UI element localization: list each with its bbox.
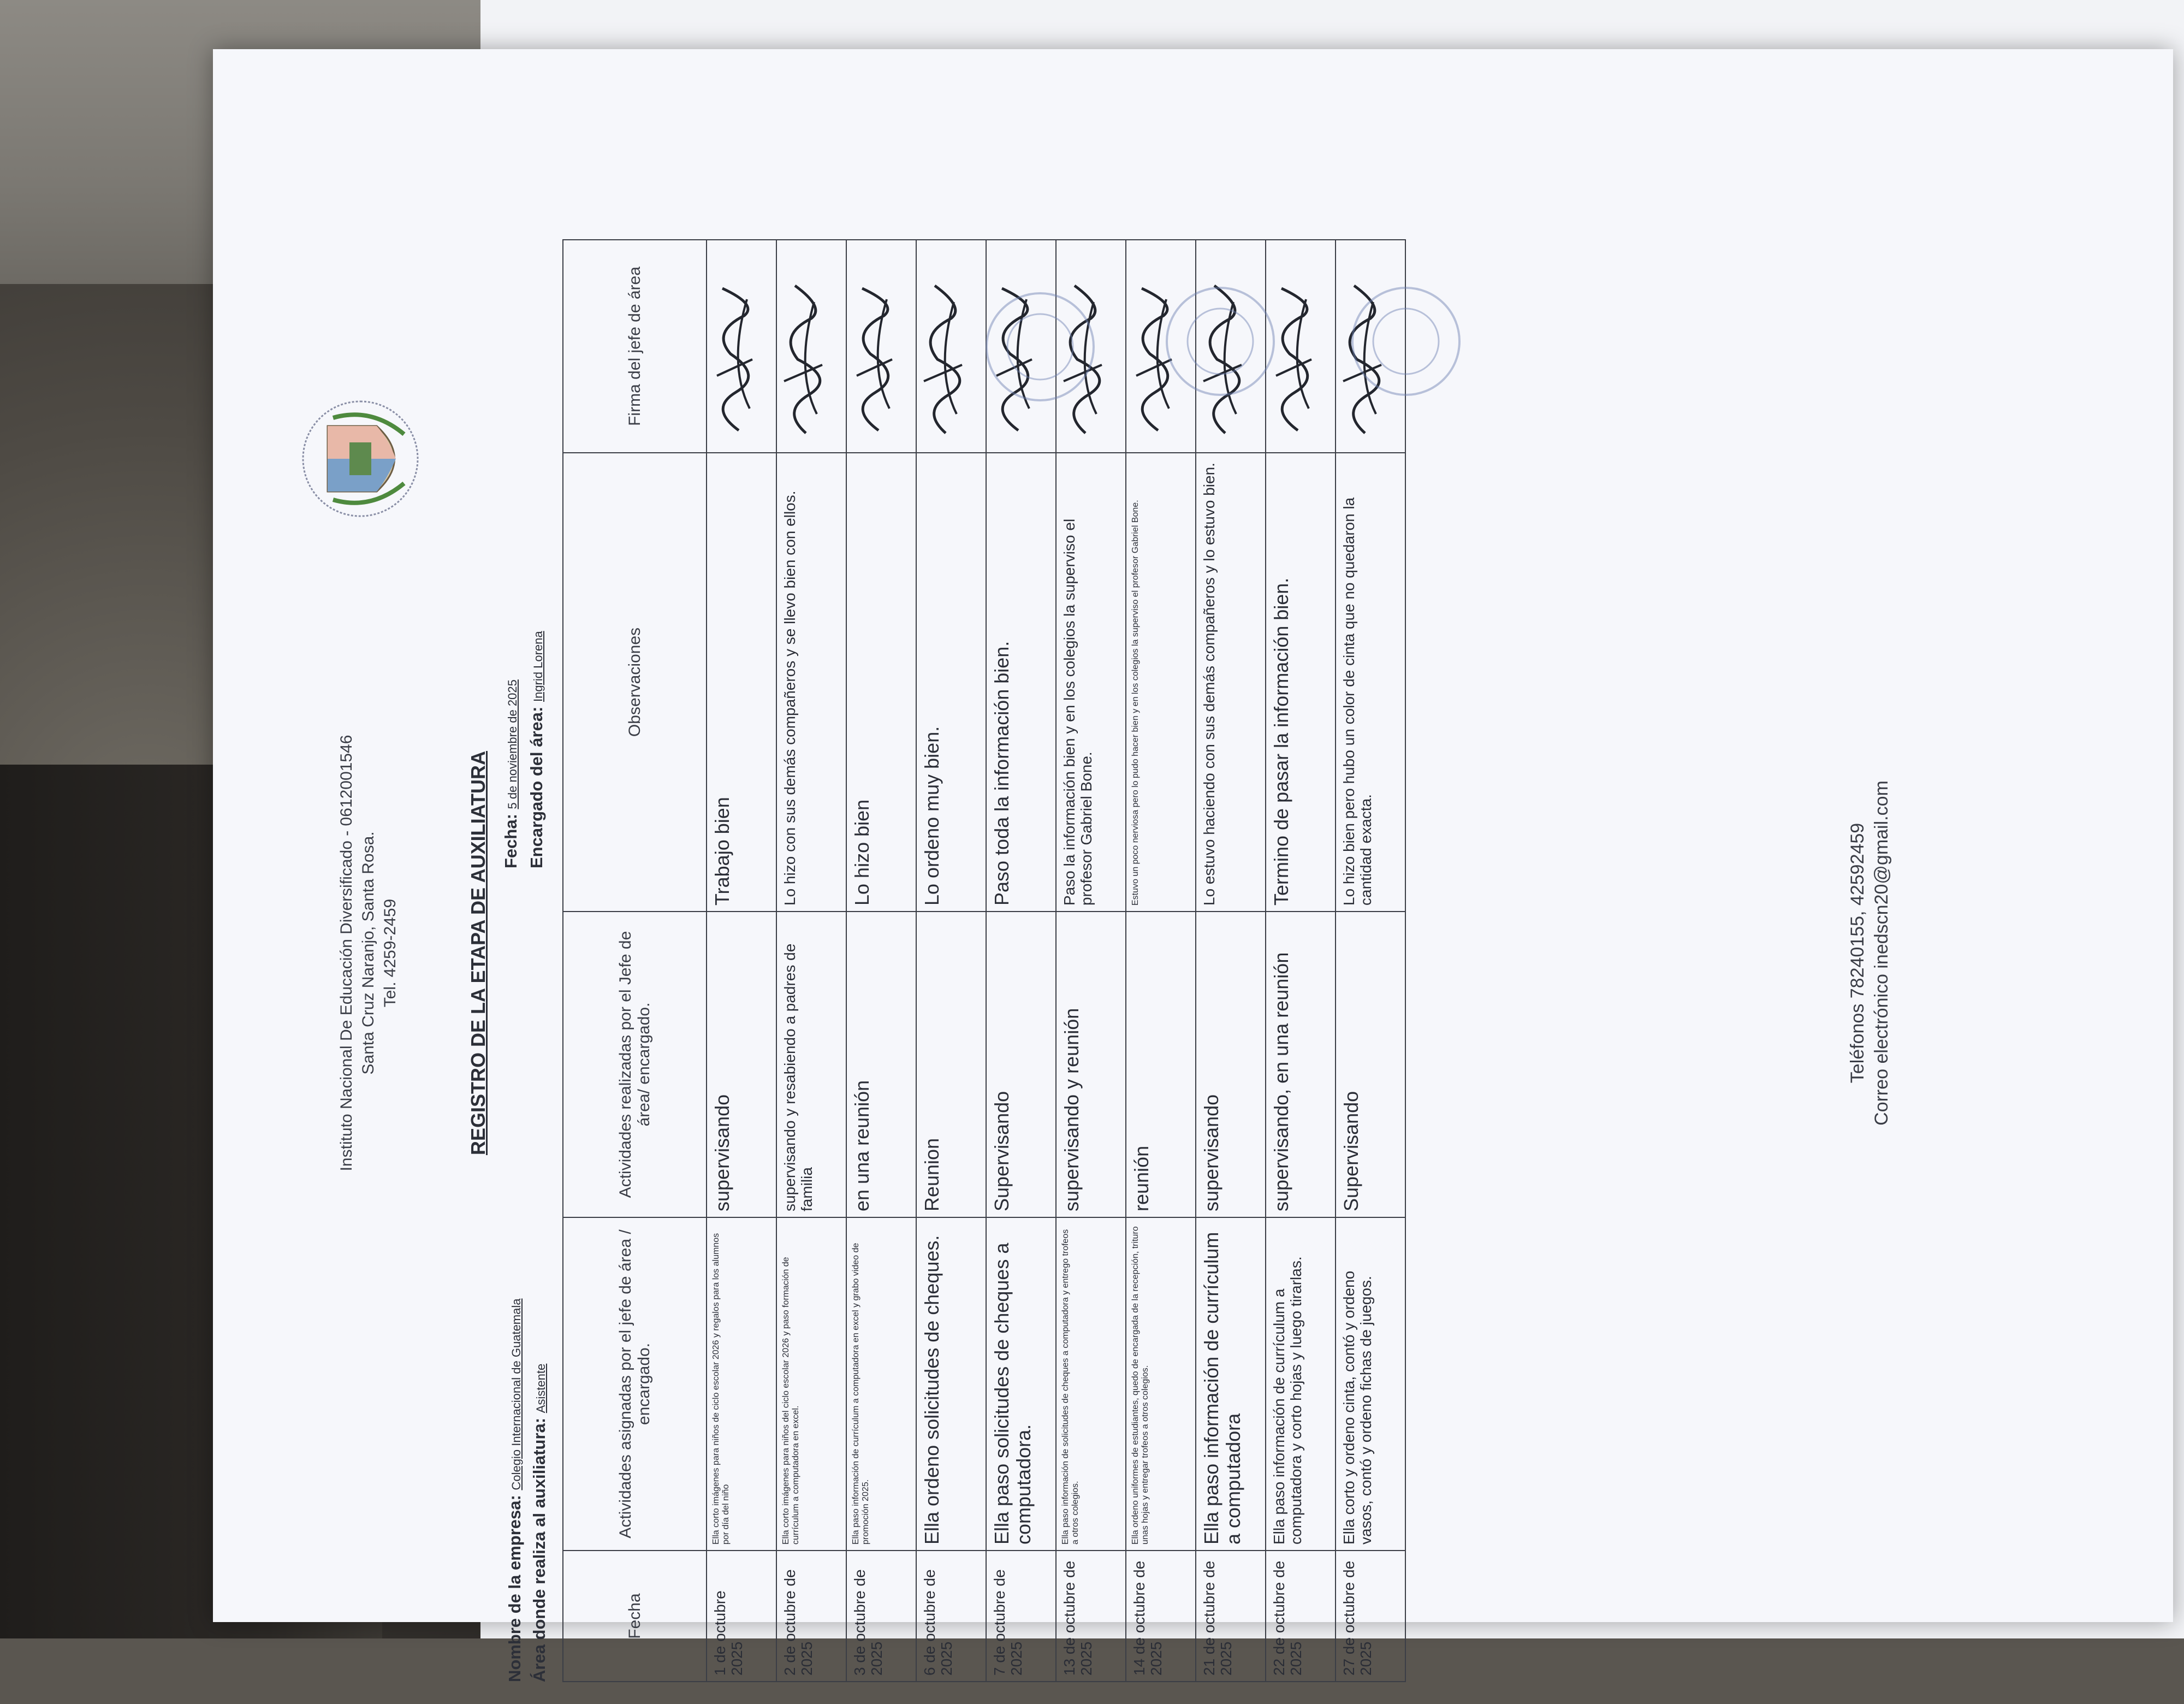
row-date: 27 de octubre de 2025	[1336, 1551, 1405, 1682]
table-header-row	[563, 240, 707, 1682]
row-observation: Lo estuvo haciendo con sus demás compañeros y lo estuvo bien.	[1196, 453, 1266, 912]
footer	[1845, 202, 1894, 1704]
table-row	[846, 240, 916, 1682]
row-observation: Trabajo bien	[707, 453, 776, 912]
row-date: 13 de octubre de 2025	[1056, 1551, 1126, 1682]
row-assigned: Ella corto imágenes para niños de ciclo escolar 2026 y regalos para los alumnos por día del niño	[707, 1217, 776, 1551]
row-done: supervisando, en una reunión	[1266, 912, 1336, 1217]
manager-value: Ingrid Lorena	[531, 631, 545, 702]
row-date: 3 de octubre de 2025	[846, 1551, 916, 1682]
area-line	[530, 1364, 549, 1682]
stamp-icon	[983, 289, 1097, 404]
stamp-icon	[1163, 284, 1278, 399]
row-assigned: Ella paso solicitudes de cheques a computadora.	[986, 1217, 1056, 1551]
row-date: 21 de octubre de 2025	[1196, 1551, 1266, 1682]
row-observation: Lo hizo con sus demás compañeros y se llevo bien con ellos.	[776, 453, 846, 912]
area-value: Asistente	[534, 1363, 548, 1413]
table-row	[916, 240, 986, 1682]
institution-header	[336, 202, 401, 1704]
row-date: 2 de octubre de 2025	[776, 1551, 846, 1682]
footer-phones: Teléfonos 78240155, 42592459	[1847, 823, 1868, 1084]
area-label: Área donde realiza al auxiliatura:	[530, 1417, 549, 1682]
row-signature	[707, 240, 776, 453]
table-row	[1266, 240, 1336, 1682]
row-observation: Paso toda la información bien.	[986, 453, 1056, 912]
table-row	[1196, 240, 1266, 1682]
date-value: 5 de noviembre de 2025	[506, 679, 519, 809]
row-signature	[776, 240, 846, 453]
institution-name: Instituto Nacional De Educación Diversificado - 0612001546	[337, 735, 355, 1172]
row-assigned: Ella paso información de currículum a computadora	[1196, 1217, 1266, 1551]
row-done: supervisando	[707, 912, 776, 1217]
row-signature	[916, 240, 986, 453]
stamp-icon	[1349, 284, 1463, 399]
row-assigned: Ella paso información de currículum a computadora en excel y grabo video de promoción 2025.	[846, 1217, 916, 1551]
row-done: supervisando	[1196, 912, 1266, 1217]
row-assigned: Ella paso información de currículum a computadora y corto hojas y luego tirarlas.	[1266, 1217, 1336, 1551]
row-date: 6 de octubre de 2025	[916, 1551, 986, 1682]
col-header-signature: Firma del jefe de área	[563, 240, 707, 453]
signature-icon	[706, 277, 761, 441]
row-assigned: Ella ordeno uniformes de estudiantes, quedo de encargada de la recepción, trituro unas hojas y entregar trofeos a otros colegios.	[1126, 1217, 1196, 1551]
row-done: Supervisando	[1336, 912, 1405, 1217]
date-label: Fecha:	[501, 814, 520, 868]
document-title: REGISTRO DE LA ETAPA DE AUXILIATURA	[467, 751, 489, 1156]
row-done: reunión	[1126, 912, 1196, 1217]
row-done: supervisando y reunión	[1056, 912, 1126, 1217]
institution-address: Santa Cruz Naranjo, Santa Rosa.	[359, 831, 377, 1075]
row-assigned: Ella corto imágenes para niños del ciclo escolar 2026 y paso formación de currículum a computadora en excel.	[776, 1217, 846, 1551]
row-observation: Lo ordeno muy bien.	[916, 453, 986, 912]
signature-icon	[776, 277, 830, 441]
table-row	[1126, 240, 1196, 1682]
signature-icon	[916, 277, 970, 441]
row-observation: Paso la información bien y en los colegios la superviso el profesor Gabriel Bone.	[1056, 453, 1126, 912]
table-row	[776, 240, 846, 1682]
row-observation: Termino de pasar la información bien.	[1266, 453, 1336, 912]
activity-table	[562, 239, 1406, 1682]
col-header-observations: Observaciones	[563, 453, 707, 912]
table-row	[1056, 240, 1126, 1682]
row-observation: Lo hizo bien pero hubo un color de cinta que no quedaron la cantidad exacta.	[1336, 453, 1405, 912]
manager-line	[527, 631, 547, 868]
row-done: Supervisando	[986, 912, 1056, 1217]
row-assigned: Ella ordeno solicitudes de cheques.	[916, 1217, 986, 1551]
company-label: Nombre de la empresa:	[505, 1495, 524, 1682]
row-signature	[846, 240, 916, 453]
row-done: supervisando y resabiendo a padres de familia	[776, 912, 846, 1217]
row-observation: Lo hizo bien	[846, 453, 916, 912]
row-date: 1 de octubre 2025	[707, 1551, 776, 1682]
footer-email: Correo electrónico inedscn20@gmail.com	[1871, 780, 1892, 1126]
row-done: Reunion	[916, 912, 986, 1217]
row-assigned: Ella paso información de solicitudes de cheques a computadora y entrego trofeos a otros colegios.	[1056, 1217, 1126, 1551]
institution-phone: Tel. 4259-2459	[381, 898, 399, 1008]
row-date: 7 de octubre de 2025	[986, 1551, 1056, 1682]
col-header-date: Fecha	[563, 1551, 707, 1682]
row-date: 22 de octubre de 2025	[1266, 1551, 1336, 1682]
row-assigned: Ella corto y ordeno cinta, contó y ordeno vasos, contó y ordeno fichas de juegos.	[1336, 1217, 1405, 1551]
manager-label: Encargado del área:	[527, 706, 546, 868]
row-done: en una reunión	[846, 912, 916, 1217]
date-line	[501, 679, 521, 868]
company-line	[505, 1299, 525, 1683]
rotated-document	[273, 202, 2184, 1704]
col-header-done: Actividades realizadas por el Jefe de área/ encargado.	[563, 912, 707, 1217]
table-row	[986, 240, 1056, 1682]
row-date: 14 de octubre de 2025	[1126, 1551, 1196, 1682]
col-header-assigned: Actividades asignadas por el jefe de área / encargado.	[563, 1217, 707, 1551]
table-row	[1336, 240, 1405, 1682]
company-value: Colegio Internacional de Guatemala	[509, 1298, 523, 1490]
table-row	[707, 240, 776, 1682]
row-observation: Estuvo un poco nerviosa pero lo pudo hacer bien y en los colegios la superviso el profesor Gabriel Bone.	[1126, 453, 1196, 912]
signature-icon	[846, 277, 900, 441]
